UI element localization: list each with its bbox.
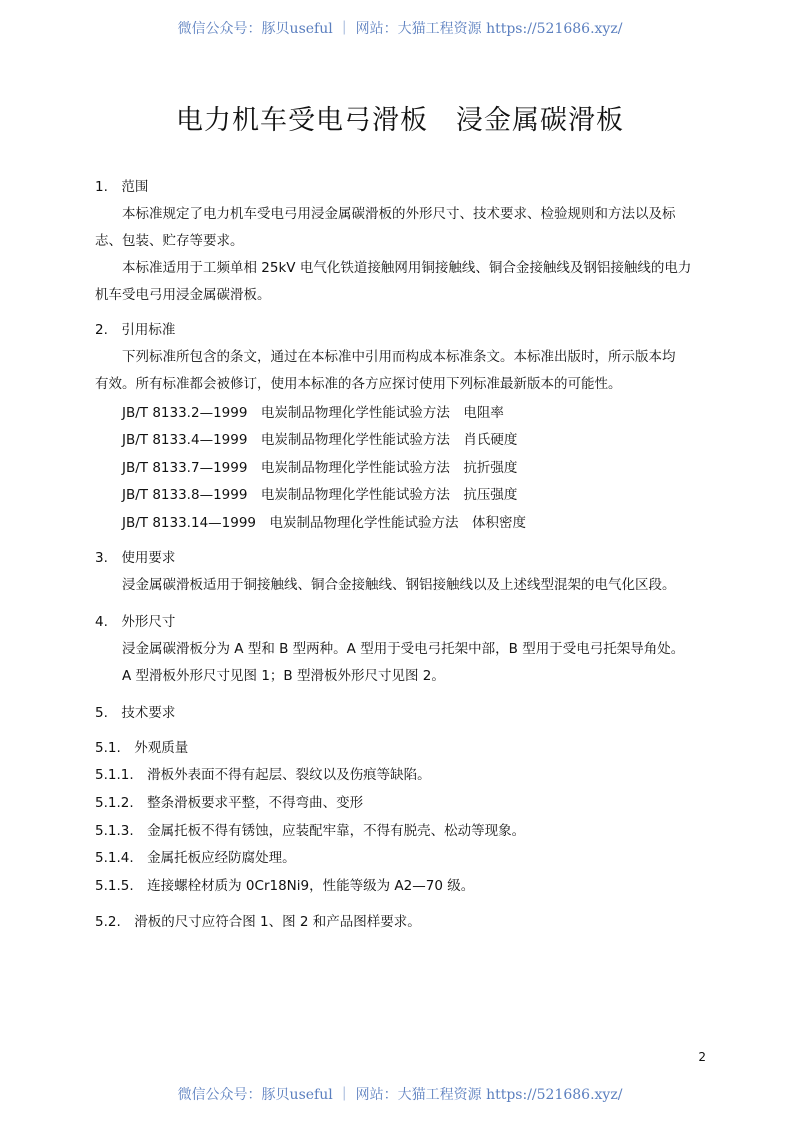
reference-item: JB/T 8133.8—1999 电炭制品物理化学性能试验方法 抗压强度 [122,487,518,503]
section-heading: 4. 外形尺寸 [95,614,176,630]
paragraph-line: 下列标准所包含的条文，通过在本标准中引用而构成本标准条文。本标准出版时，所示版本均 [122,349,676,365]
document-title: 电力机车受电弓滑板 浸金属碳滑板 [176,105,624,136]
paragraph-line: A 型滑板外形尺寸见图 1；B 型滑板外形尺寸见图 2。 [122,668,445,684]
section-heading: 5. 技术要求 [95,705,176,721]
clause-item: 5.1.5. 连接螺栓材质为 0Cr18Ni9，性能等级为 A2—70 级。 [95,878,475,894]
section-heading: 2. 引用标准 [95,322,176,338]
reference-item: JB/T 8133.14—1999 电炭制品物理化学性能试验方法 体积密度 [122,515,527,531]
clause-item: 5.1.2. 整条滑板要求平整，不得弯曲、变形 [95,795,364,811]
paragraph-line: 志、包装、贮存等要求。 [95,233,244,249]
watermark-footer: 微信公众号：豚贝useful ｜ 网站：大猫工程资源 https://521686.xyz/ [177,1087,623,1103]
paragraph-line: 浸金属碳滑板适用于铜接触线、铜合金接触线、钢铝接触线以及上述线型混架的电气化区段。 [122,577,676,593]
clause-item: 5.2. 滑板的尺寸应符合图 1、图 2 和产品图样要求。 [95,914,421,930]
watermark-header: 微信公众号：豚贝useful ｜ 网站：大猫工程资源 https://521686.xyz/ [177,21,623,37]
paragraph-line: 本标准适用于工频单相 25kV 电气化铁道接触网用铜接触线、铜合金接触线及钢铝接触线的电力 [122,260,692,276]
section-heading: 3. 使用要求 [95,550,176,566]
reference-item: JB/T 8133.4—1999 电炭制品物理化学性能试验方法 肖氏硬度 [122,432,518,448]
clause-item: 5.1.4. 金属托板应经防腐处理。 [95,850,296,866]
section-heading: 1. 范围 [95,179,149,195]
reference-item: JB/T 8133.2—1999 电炭制品物理化学性能试验方法 电阻率 [122,405,504,421]
clause-item: 5.1.3. 金属托板不得有锈蚀，应装配牢靠，不得有脱壳、松动等现象。 [95,823,526,839]
paragraph-line: 本标准规定了电力机车受电弓用浸金属碳滑板的外形尺寸、技术要求、检验规则和方法以及标 [122,206,676,222]
paragraph-line: 有效。所有标准都会被修订，使用本标准的各方应探讨使用下列标准最新版本的可能性。 [95,376,622,392]
reference-item: JB/T 8133.7—1999 电炭制品物理化学性能试验方法 抗折强度 [122,460,518,476]
clause-item: 5.1.1. 滑板外表面不得有起层、裂纹以及伤痕等缺陷。 [95,767,431,783]
paragraph-line: 机车受电弓用浸金属碳滑板。 [95,287,271,303]
page-number: 2 [698,1050,706,1064]
subsection-heading: 5.1. 外观质量 [95,740,189,756]
paragraph-line: 浸金属碳滑板分为 A 型和 B 型两种。A 型用于受电弓托架中部，B 型用于受电弓托架导角处。 [122,641,685,657]
